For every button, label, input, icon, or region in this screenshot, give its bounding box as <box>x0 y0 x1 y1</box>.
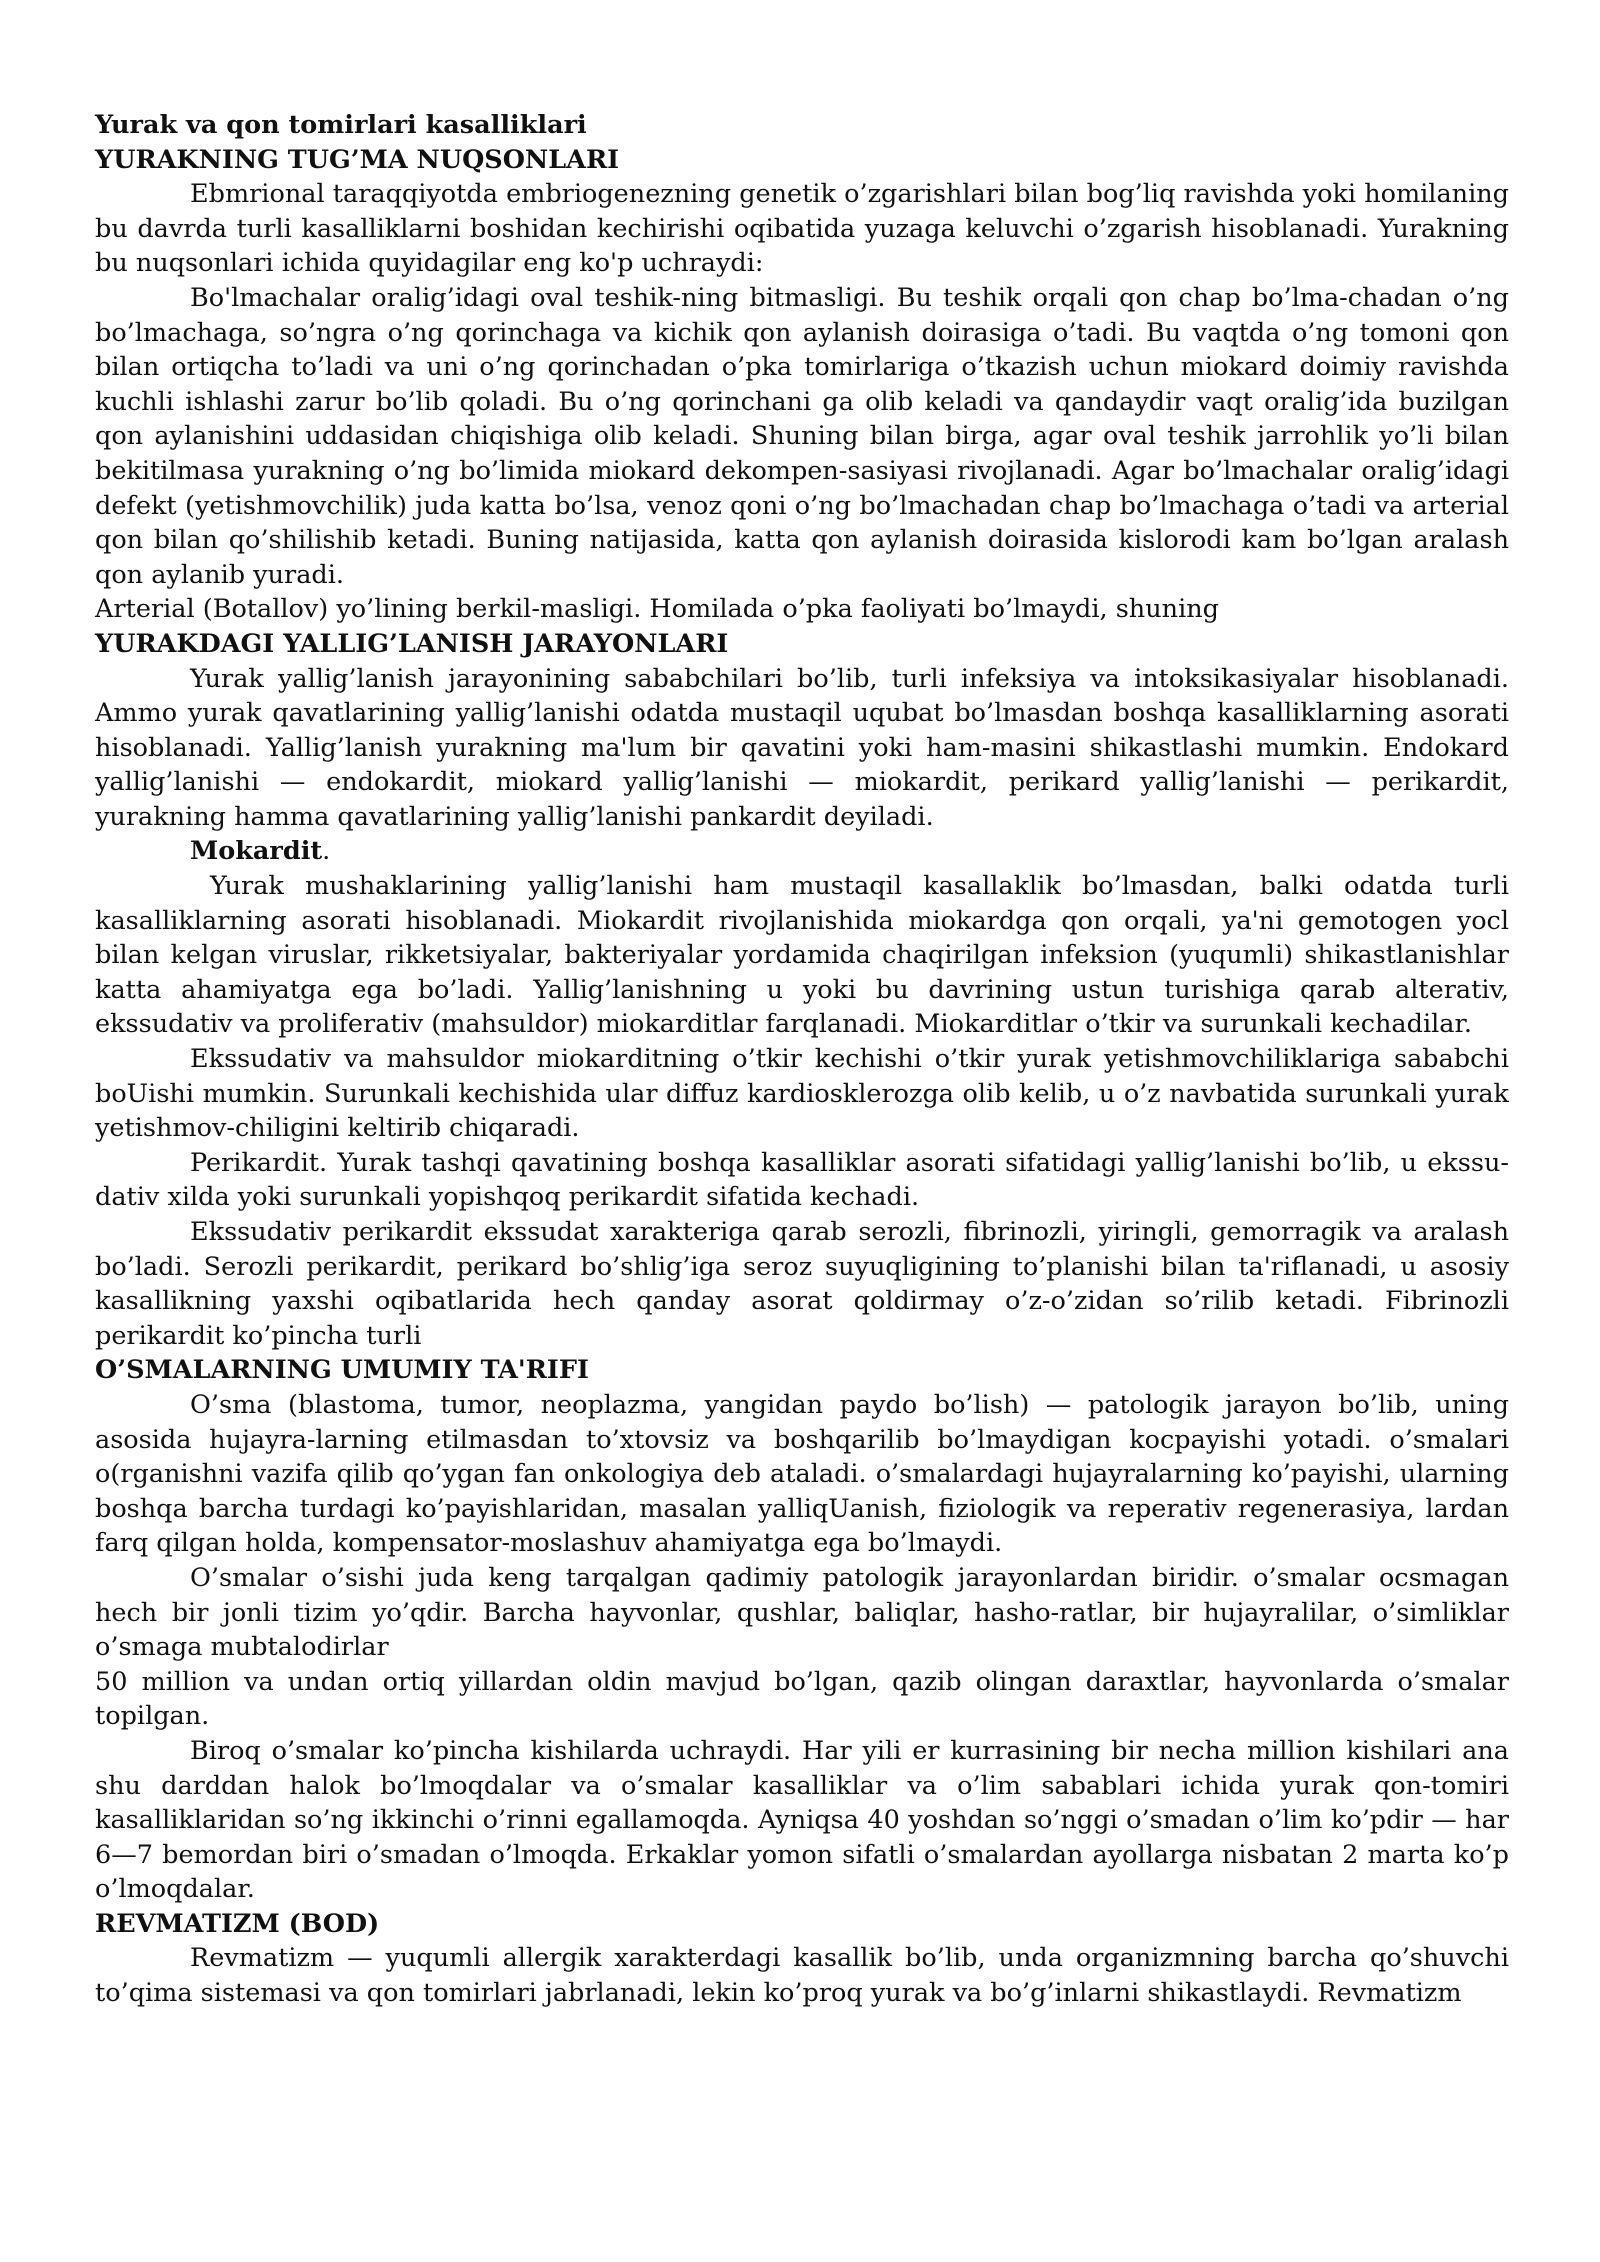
section-heading-tumors: O’SMALARNING UMUMIY TA'RIFI <box>95 1355 589 1386</box>
paragraph: Yurak mushaklarining yallig’lanishi ham mustaqil kasallaklik bo’lmasdan, balki odatda turli kasalliklarning asorati hisoblanadi. Miokardit rivojlanishida miokardga qon orqali, ya'ni gemotogen yocl bilan kelgan viruslar, rikketsiyalar, bakteriyalar yordamida chaqirilgan infeksion (yuqumli) shikastlanishlar katta ahamiyatga ega bo’ladi. Yallig’lanishning u yoki bu davrining ustun turishiga qarab alterativ, ekssudativ va proliferativ (mahsuldor) miokarditlar farqlanadi. Miokarditlar o’tkir va surunkali kechadilar. <box>95 871 1509 1040</box>
subheading-myocarditis-bold: Mokardit <box>190 836 323 867</box>
paragraph: Ekssudativ perikardit ekssudat xarakteriga qarab serozli, fibrinozli, yiringli, gemorragik va aralash bo’ladi. Serozli perikardit, perikard bo’shlig’iga seroz suyuqligining to’planishi bilan ta'riflanadi, u asosiy kasallikning yaxshi oqibatlarida hech qanday asorat qoldirmay o’z-o’zidan so’rilib ketadi. Fibrinozli perikardit ko’pincha turli <box>95 1217 1509 1351</box>
paragraph: Yurak yallig’lanish jarayonining sababchilari bo’lib, turli infeksiya va intoksikasiyalar hisoblanadi. Ammo yurak qavatlarining yallig’lanishi odatda mustaqil uqubat bo’lmasdan boshqa kasalliklarning asorati hisoblanadi. Yallig’lanish yurakning ma'lum bir qavatini yoki ham-masini shikastlashi mumkin. Endokard yallig’lanishi — endokardit, miokard yallig’lanishi — miokardit, perikard yallig’lanishi — perikardit, yurakning hamma qavatlarining yallig’lanishi pankardit deyiladi. <box>95 663 1509 832</box>
paragraph: Revmatizm — yuqumli allergik xarakterdagi kasallik bo’lib, unda organizmning barcha qo’shuvchi to’qima sistemasi va qon tomirlari jabrlanadi, lekin ko’proq yurak va bo’g’inlarni shikastlaydi. Revmatizm <box>95 1943 1509 2009</box>
paragraph: O’sma (blastoma, tumor, neoplazma, yangidan paydo bo’lish) — patologik jarayon bo’lib, uning asosida hujayra-larning etilmasdan to’xtovsiz va boshqarilib bo’lmaydigan kocpayishi yotadi. o’smalari o(rganishni vazifa qilib qo’ygan fan onkologiya deb ataladi. o’smalardagi hujayralarning ko’payishi, ularning boshqa barcha turdagi ko’payishlaridan, masalan yalliqUanish, fiziologik va reperativ regenerasiya, lardan farq qilgan holda, kompensator-moslashuv ahamiyatga ega bo’lmaydi. <box>95 1389 1509 1559</box>
document-page <box>95 108 1509 2011</box>
paragraph: Arterial (Botallov) yo’lining berkil-masligi. Homilada o’pka faoliyati bo’lmaydi, shuning <box>95 594 1219 625</box>
paragraph: Ekssudativ va mahsuldor miokarditning o’tkir kechishi o’tkir yurak yetishmovchiliklariga sababchi boUishi mumkin. Surunkali kechishida ular diffuz kardiosklerozga olib kelib, u o’z navbatida surunkali yurak yetishmov-chiligini keltirib chiqaradi. <box>95 1044 1509 1144</box>
section-heading-inflammation: YURAKDAGI YALLIG’LANISH JARAYONLARI <box>95 628 729 659</box>
document-title: Yurak va qon tomirlari kasalliklari <box>95 110 587 140</box>
paragraph: Perikardit. Yurak tashqi qavatining boshqa kasalliklar asorati sifatidagi yallig’lanishi bo’lib, u ekssu-dativ xilda yoki surunkali yopishqoq perikardit sifatida kechadi. <box>95 1147 1509 1213</box>
section-heading-rheumatism: REVMATIZM (BOD) <box>95 1908 380 1939</box>
paragraph: Ebmrional taraqqiyotda embriogenezning genetik o’zgarishlari bilan bog’liq ravishda yoki homilaning bu davrda turli kasalliklarni boshidan kechirishi oqibatida yuzaga keluvchi o’zgarish hisoblanadi. Yurakning bu nuqsonlari ichida quyidagilar eng ko'p uchraydi: <box>95 179 1509 279</box>
paragraph: O’smalar o’sishi juda keng tarqalgan qadimiy patologik jarayonlardan biridir. o’smalar ocsmagan hech bir jonli tizim yo’qdir. Barcha hayvonlar, qushlar, baliqlar, hasho-ratlar, bir hujayralilar, o’simliklar o’smaga mubtalodirlar <box>95 1562 1509 1663</box>
subheading-myocarditis <box>95 834 1509 869</box>
paragraph: Bo'lmachalar oralig’idagi oval teshik-ning bitmasligi. Bu teshik orqali qon chap bo’lma-chadan o’ng bo’lmachaga, so’ngra o’ng qorinchaga va kichik qon aylanish doirasiga o’tadi. Bu vaqtda o’ng tomoni qon bilan ortiqcha to’ladi va uni o’ng qorinchadan o’pka tomirlariga o’tkazish uchun miokard doimiy ravishda kuchli ishlashi zarur bo’lib qoladi. Bu o’ng qorinchani ga olib keladi va qandaydir vaqt oralig’ida buzilgan qon aylanishini uddasidan chiqishiga olib keladi. Shuning bilan birga, agar oval teshik jarrohlik yo’li bilan bekitilmasa yurakning o’ng bo’limida miokard dekompen-sasiyasi rivojlanadi. Agar bo’lmachalar oralig’idagi defekt (yetishmovchilik) juda katta bo’lsa, venoz qoni o’ng bo’lmachadan chap bo’lmachaga o’tadi va arterial qon bilan qo’shilishib ketadi. Buning natijasida, katta qon aylanish doirasida kislorodi kam bo’lgan aralash qon aylanib yuradi. <box>95 282 1509 590</box>
paragraph: 50 million va undan ortiq yillardan oldin mavjud bo’lgan, qazib olingan daraxtlar, hayvonlarda o’smalar topilgan. <box>95 1666 1509 1732</box>
paragraph: Biroq o’smalar ko’pincha kishilarda uchraydi. Har yili er kurrasining bir necha million kishilari ana shu darddan halok bo’lmoqdalar va o’smalar kasalliklar va o’lim sabablari ichida yurak qon-tomiri kasalliklaridan so’ng ikkinchi o’rinni egallamoqda. Ayniqsa 40 yoshdan so’nggi o’smadan o’lim ko’pdir — har 6—7 bemordan biri o’smadan o’lmoqda. Erkaklar yomon sifatli o’smalardan ayollarga nisbatan 2 marta ko’p o’lmoqdalar. <box>95 1735 1509 1905</box>
subheading-myocarditis-tail: . <box>322 836 331 867</box>
section-heading-congenital-defects: YURAKNING TUG’MA NUQSONLARI <box>95 144 620 175</box>
